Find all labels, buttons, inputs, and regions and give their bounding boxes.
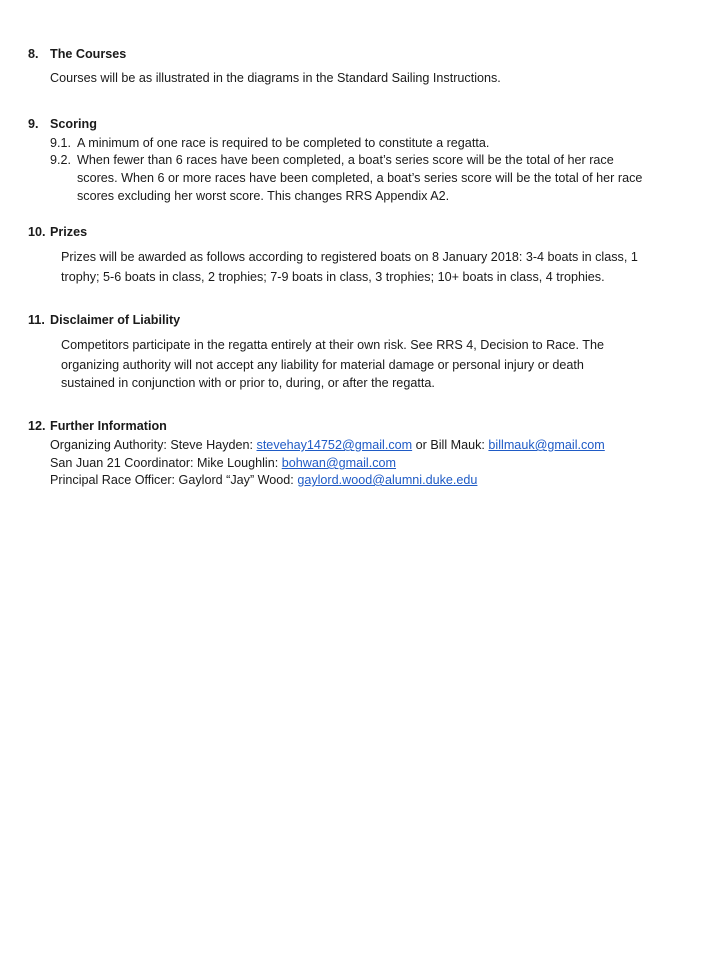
coordinator-label: San Juan 21 Coordinator: Mike Loughlin: [50, 456, 282, 470]
scoring-item-2-line-2: scores. When 6 or more races have been completed, a boat’s series score will be the total of her race [77, 171, 643, 185]
item-number: 9.2. [50, 153, 72, 167]
scoring-item-2 [50, 151, 614, 169]
section-title: Scoring [50, 117, 97, 131]
scoring-item-2-line-3: scores excluding her worst score. This changes RRS Appendix A2. [77, 189, 450, 203]
liability-line-3: sustained in conjunction with or prior to, during, or after the regatta. [61, 376, 435, 390]
info-coordinator [50, 454, 396, 472]
section-title: Disclaimer of Liability [50, 313, 181, 327]
race-officer-label: Principal Race Officer: Gaylord “Jay” Wood: [50, 473, 298, 487]
section-heading-courses [28, 47, 126, 61]
section-title: Prizes [50, 225, 88, 239]
section-heading-prizes [28, 225, 87, 239]
prizes-line-2: trophy; 5-6 boats in class, 2 trophies; 7-9 boats in class, 3 trophies; 10+ boats in class, 4 trophies. [61, 270, 605, 284]
item-text: A minimum of one race is required to be completed to constitute a regatta. [77, 136, 490, 150]
scoring-item-1 [50, 134, 489, 152]
section-number: 10. [28, 225, 46, 239]
section-title: The Courses [50, 47, 127, 61]
liability-line-1: Competitors participate in the regatta entirely at their own risk. See RRS 4, Decision to Race. The [61, 338, 604, 352]
email-link-mike[interactable]: bohwan@gmail.com [281, 456, 397, 470]
item-number: 9.1. [50, 136, 72, 150]
section-number: 8. [28, 47, 39, 61]
section-heading-info [28, 419, 167, 433]
email-link-steve[interactable]: stevehay14752@gmail.com [256, 438, 413, 452]
courses-text: Courses will be as illustrated in the diagrams in the Standard Sailing Instructions. [50, 71, 501, 85]
section-number: 9. [28, 117, 39, 131]
email-link-gaylord[interactable]: gaylord.wood@alumni.duke.edu [297, 473, 478, 487]
org-mid: or Bill Mauk: [412, 438, 489, 452]
item-text: When fewer than 6 races have been completed, a boat’s series score will be the total of her race [77, 153, 614, 167]
prizes-line-1: Prizes will be awarded as follows according to registered boats on 8 January 2018: 3-4 boats in class, 1 [61, 250, 638, 264]
section-heading-scoring [28, 117, 97, 131]
email-link-bill[interactable]: billmauk@gmail.com [488, 438, 605, 452]
section-number: 12. [28, 419, 46, 433]
info-organizing-authority [50, 436, 605, 454]
section-number: 11. [28, 313, 45, 327]
section-heading-liability [28, 313, 180, 327]
org-label: Organizing Authority: Steve Hayden: [50, 438, 257, 452]
info-race-officer [50, 471, 477, 489]
liability-line-2: organizing authority will not accept any liability for material damage or personal injury or death [61, 358, 584, 372]
section-title: Further Information [50, 419, 167, 433]
